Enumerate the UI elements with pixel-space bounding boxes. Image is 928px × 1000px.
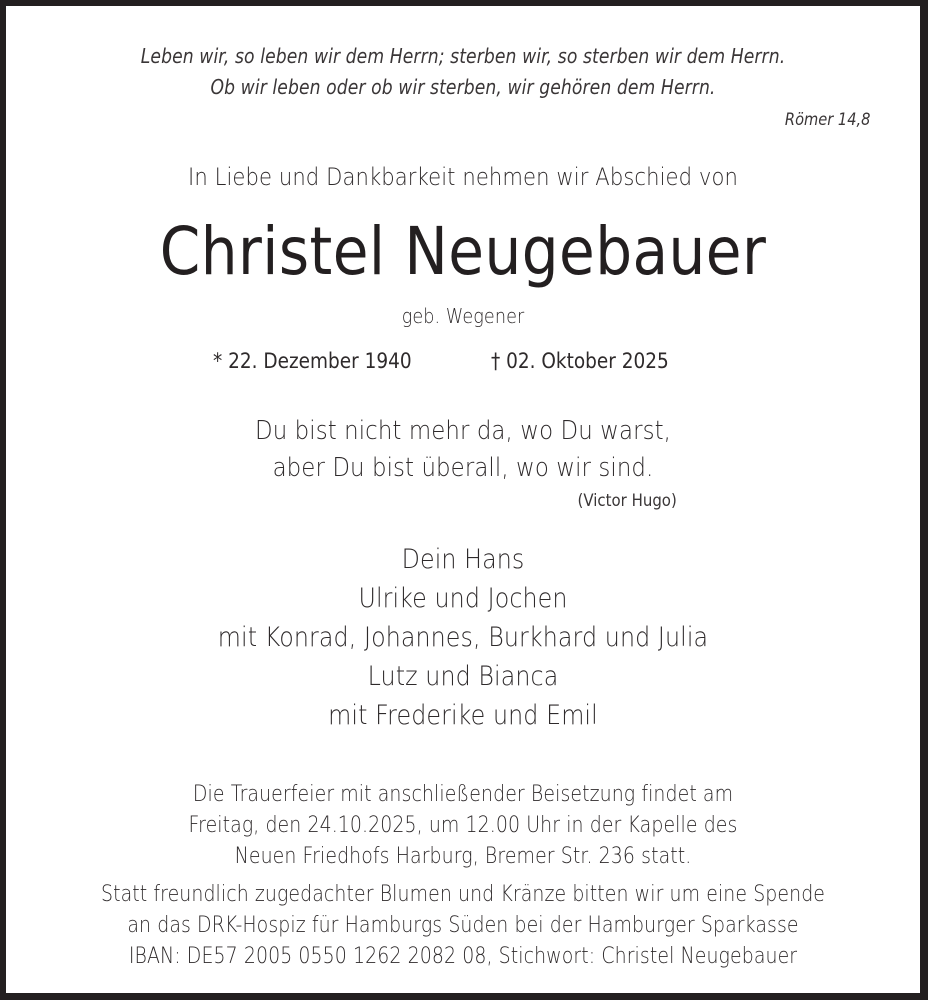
donation-info-line-3: IBAN: DE57 2005 0550 1262 2082 08, Stichwort: Christel Neugebauer <box>128 944 798 969</box>
mourner-line-4: Lutz und Bianca <box>367 661 559 692</box>
maiden-name: geb. Wegener <box>401 304 525 328</box>
intro-text: In Liebe und Dankbarkeit nehmen wir Abschied von <box>188 163 738 191</box>
donation-info-line-2: an das DRK-Hospiz für Hamburgs Süden bei der Hamburger Sparkasse <box>127 913 799 938</box>
quote-author: (Victor Hugo) <box>577 491 677 511</box>
death-date: † 02. Oktober 2025 <box>491 349 669 373</box>
quote-line-1: Du bist nicht mehr da, wo Du warst, <box>254 416 672 446</box>
quote-line-2: aber Du bist überall, wo wir sind. <box>272 453 654 483</box>
obituary-notice <box>6 6 920 993</box>
funeral-info-line-2: Freitag, den 24.10.2025, um 12.00 Uhr in der Kapelle des <box>188 813 738 838</box>
donation-info-line-1: Statt freundlich zugedachter Blumen und Kränze bitten wir um eine Spende <box>100 882 826 907</box>
birth-date: * 22. Dezember 1940 <box>213 349 412 373</box>
mourner-line-3: mit Konrad, Johannes, Burkhard und Julia <box>217 622 709 653</box>
bible-verse-line-1: Leben wir, so leben wir dem Herrn; sterben wir, so sterben wir dem Herrn. <box>140 44 786 68</box>
mourner-line-5: mit Frederike und Emil <box>328 700 598 731</box>
bible-verse-line-2: Ob wir leben oder ob wir sterben, wir gehören dem Herrn. <box>210 75 716 99</box>
mourner-line-2: Ulrike und Jochen <box>358 583 568 614</box>
mourner-line-1: Dein Hans <box>401 544 525 575</box>
deceased-name: Christel Neugebauer <box>159 213 767 290</box>
bible-verse-reference: Römer 14,8 <box>784 110 870 130</box>
life-dates <box>6 349 920 379</box>
funeral-info-line-3: Neuen Friedhofs Harburg, Bremer Str. 236 statt. <box>234 844 692 869</box>
funeral-info-line-1: Die Trauerfeier mit anschließender Beisetzung findet am <box>192 782 734 807</box>
